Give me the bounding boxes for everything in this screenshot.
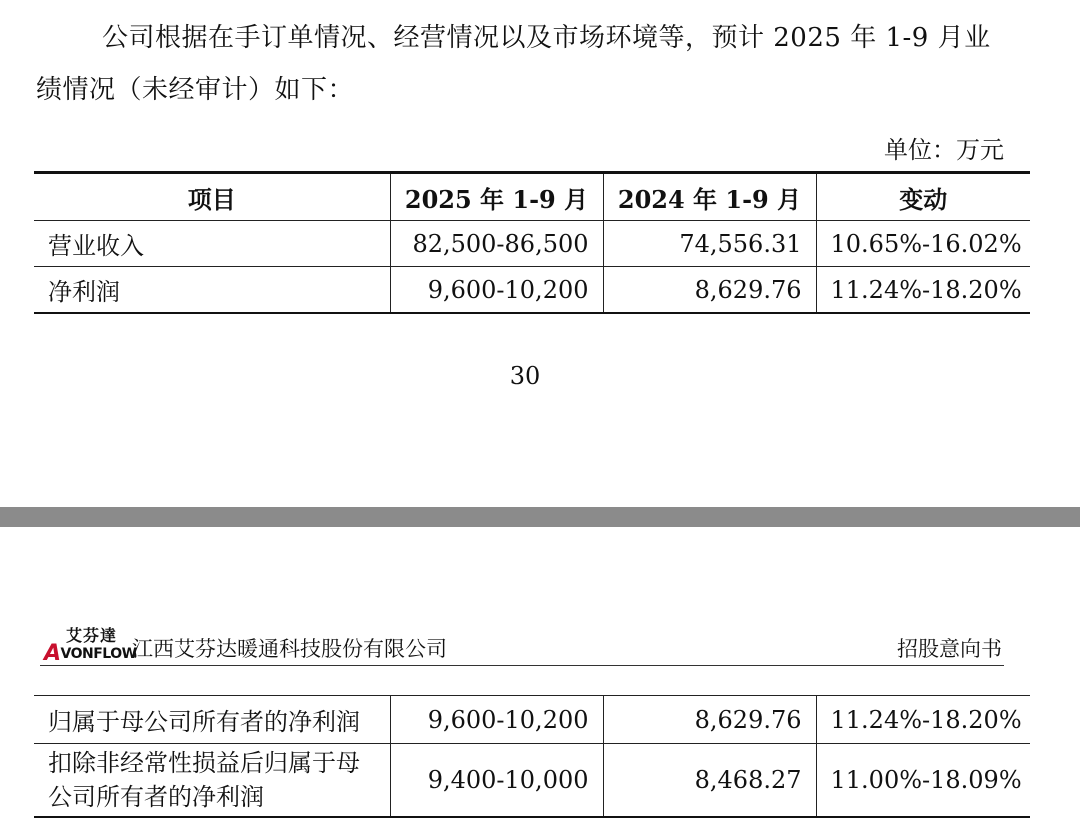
- value-change: 11.00%-18.09%: [816, 744, 1030, 818]
- performance-forecast-table: [34, 171, 1030, 314]
- intro-paragraph-line-1: 公司根据在手订单情况、经营情况以及市场环境等，预计 2025 年 1-9 月业: [102, 23, 991, 53]
- value-2025: 9,400-10,000: [390, 744, 603, 818]
- value-2024: 74,556.31: [603, 221, 816, 267]
- page-number: 30: [509, 362, 541, 390]
- table-row: [34, 221, 1030, 267]
- logo-english-text: [44, 639, 137, 664]
- value-2024: 8,629.76: [603, 696, 816, 744]
- table-header-row: [34, 173, 1030, 221]
- table-row: [34, 267, 1030, 314]
- unit-label: 单位：万元: [884, 136, 1004, 164]
- header-2024: 2024 年 1-9 月: [603, 173, 816, 221]
- value-change: 10.65%-16.02%: [816, 221, 1030, 267]
- table-row: [34, 744, 1030, 818]
- document-type: 招股意向书: [897, 637, 1002, 661]
- company-name: 江西艾芬达暖通科技股份有限公司: [132, 637, 447, 661]
- value-2025: 82,500-86,500: [390, 221, 603, 267]
- row-label: 营业收入: [34, 221, 390, 267]
- value-2024: 8,468.27: [603, 744, 816, 818]
- table-row: [34, 696, 1030, 744]
- logo-initial: A: [44, 641, 61, 666]
- header-item: 项目: [34, 173, 390, 221]
- value-change: 11.24%-18.20%: [816, 267, 1030, 314]
- header-change: 变动: [816, 173, 1030, 221]
- page-header: [40, 625, 1004, 666]
- row-label: 扣除非经常性损益后归属于母公司所有者的净利润: [34, 744, 390, 818]
- value-change: 11.24%-18.20%: [816, 696, 1030, 744]
- company-logo: [44, 625, 137, 666]
- page-separator: [0, 507, 1080, 527]
- logo-wordmark: VONFLOW: [60, 646, 137, 662]
- row-label: 净利润: [34, 267, 390, 314]
- value-2024: 8,629.76: [603, 267, 816, 314]
- value-2025: 9,600-10,200: [390, 696, 603, 744]
- value-2025: 9,600-10,200: [390, 267, 603, 314]
- performance-forecast-table-continued: [34, 695, 1030, 818]
- row-label: 归属于母公司所有者的净利润: [34, 696, 390, 744]
- intro-paragraph-line-2: 绩情况（未经审计）如下：: [36, 75, 355, 105]
- header-2025: 2025 年 1-9 月: [390, 173, 603, 221]
- logo-chinese-text: 艾芬達: [66, 626, 118, 645]
